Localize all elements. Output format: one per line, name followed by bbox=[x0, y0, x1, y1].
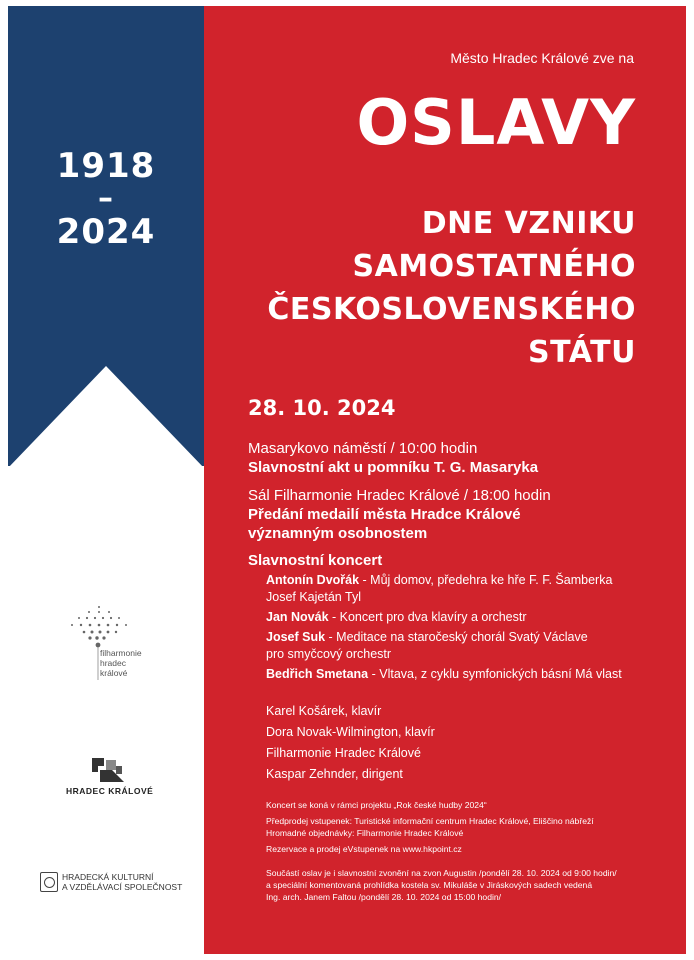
program-item bbox=[266, 629, 622, 663]
ticket-notes bbox=[248, 799, 622, 855]
program-item bbox=[266, 572, 622, 606]
project-note: Koncert se koná v rámci projektu „Rok české hudby 2024“ bbox=[266, 800, 487, 810]
logo-text-line: králové bbox=[100, 668, 128, 678]
performer: Filharmonie Hradec Králové bbox=[266, 746, 421, 760]
work-title: - Meditace na staročeský chorál Svatý Václave bbox=[325, 630, 588, 644]
work-title: - Můj domov, předehra ke hře F. F. Šamberka bbox=[359, 573, 613, 587]
note-line: Součástí oslav je i slavnostní zvonění na zvon Augustin /pondělí 28. 10. 2024 od 9:00 hodin/ bbox=[266, 868, 617, 878]
headline: OSLAVY bbox=[356, 86, 636, 159]
event-ceremony bbox=[248, 439, 622, 477]
program-item bbox=[266, 609, 622, 626]
work-title: - Vltava, z cyklu symfonických básní Má vlast bbox=[368, 667, 622, 681]
year-dash: – bbox=[98, 181, 114, 216]
hks-mark-icon bbox=[40, 872, 58, 892]
hks-logo bbox=[40, 872, 182, 892]
event-date: 28. 10. 2024 bbox=[248, 396, 396, 420]
composer-name: Bedřich Smetana bbox=[266, 667, 369, 681]
group-order-note: Hromadné objednávky: Filharmonie Hradec Králové bbox=[266, 828, 464, 838]
note-line: Ing. arch. Janem Faltou /pondělí 28. 10. 2024 od 15:00 hodin/ bbox=[266, 892, 502, 902]
additional-events-note bbox=[248, 867, 622, 903]
subhead-line: STÁTU bbox=[528, 335, 636, 370]
subhead-line: SAMOSTATNÉHO bbox=[352, 249, 636, 284]
work-title-line2: Josef Kajetán Tyl bbox=[266, 590, 361, 604]
logo-text-line: filharmonie bbox=[100, 648, 142, 658]
event-title-line2: významným osobnostem bbox=[248, 525, 428, 542]
hradec-kralove-logo-text: HRADEC KRÁLOVÉ bbox=[66, 786, 154, 796]
online-note: Rezervace a prodej eVstupenek na www.hkpoint.cz bbox=[266, 844, 462, 854]
years-block bbox=[8, 148, 204, 250]
year-end: 2024 bbox=[56, 212, 156, 252]
work-title: - Koncert pro dva klavíry a orchestr bbox=[328, 610, 527, 624]
presale-note: Předprodej vstupenek: Turistické informační centrum Hradec Králové, Eliščino nábřeží bbox=[266, 816, 594, 826]
event-title: Slavnostní akt u pomníku T. G. Masaryka bbox=[248, 459, 539, 476]
program-item bbox=[266, 666, 622, 683]
performer: Kaspar Zehnder, dirigent bbox=[266, 767, 403, 781]
filharmonie-logo-text bbox=[100, 648, 142, 678]
work-title-line2: pro smyčcový orchestr bbox=[266, 647, 392, 661]
logo-text-line: A VZDĚLÁVACÍ SPOLEČNOST bbox=[62, 882, 183, 892]
subhead-line: DNE VZNIKU bbox=[421, 206, 636, 241]
invite-line: Město Hradec Králové zve na bbox=[450, 50, 634, 66]
performer: Karel Košárek, klavír bbox=[266, 704, 382, 718]
event-medals bbox=[248, 486, 622, 543]
concert-title: Slavnostní koncert bbox=[248, 552, 383, 569]
composer-name: Josef Suk bbox=[266, 630, 326, 644]
composer-name: Antonín Dvořák bbox=[266, 573, 360, 587]
subheadline bbox=[267, 202, 636, 374]
hradec-kralove-logo-icon bbox=[90, 756, 126, 784]
event-title: Předání medailí města Hradce Králové bbox=[248, 506, 521, 523]
subhead-line: ČESKOSLOVENSKÉHO bbox=[267, 292, 636, 327]
performer: Dora Novak-Wilmington, klavír bbox=[266, 725, 435, 739]
composer-name: Jan Novák bbox=[266, 610, 329, 624]
hks-logo-text bbox=[62, 872, 182, 892]
logo-text-line: HRADECKÁ KULTURNÍ bbox=[62, 872, 154, 882]
event-place: Sál Filharmonie Hradec Králové / 18:00 hodin bbox=[248, 487, 551, 504]
year-start: 1918 bbox=[56, 146, 156, 186]
event-place: Masarykovo náměstí / 10:00 hodin bbox=[248, 440, 478, 457]
event-content bbox=[248, 396, 622, 903]
note-line: a speciální komentovaná prohlídka kostela sv. Mikuláše v Jiráskových sadech vedená bbox=[266, 880, 593, 890]
concert-program bbox=[248, 572, 622, 683]
performers-list bbox=[248, 701, 622, 785]
logo-text-line: hradec bbox=[100, 658, 126, 668]
